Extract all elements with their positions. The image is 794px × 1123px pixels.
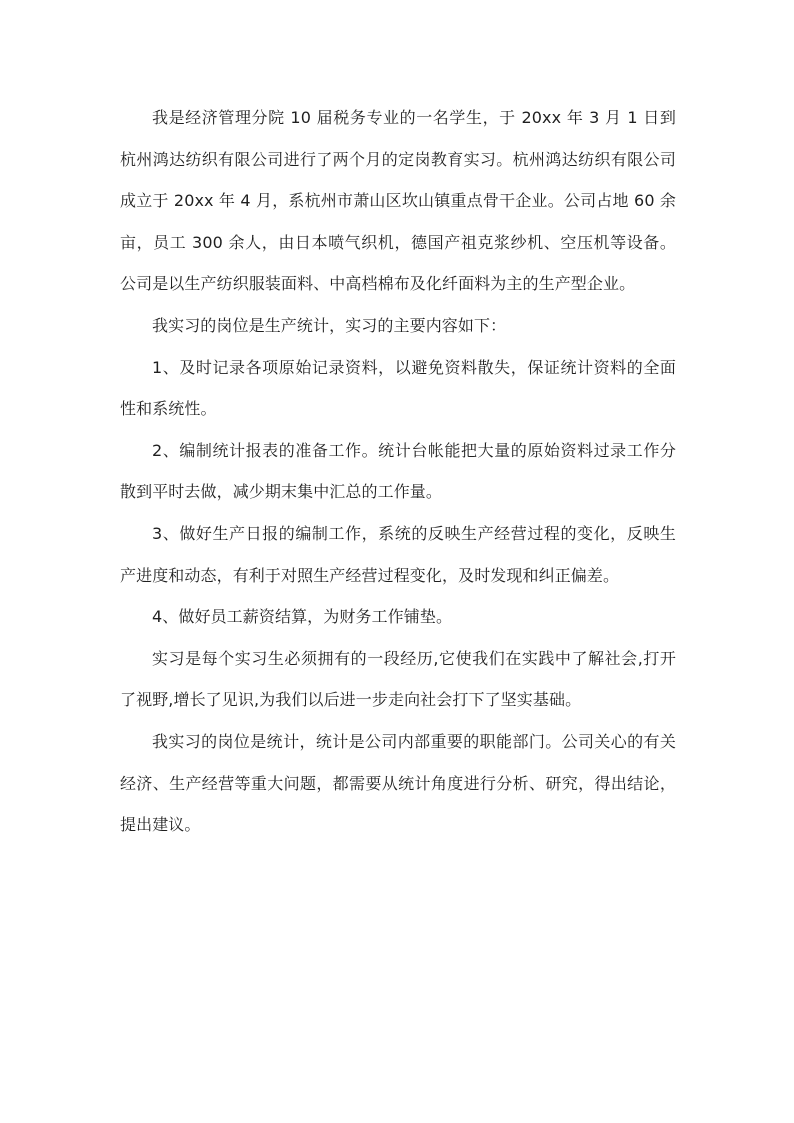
paragraph-internship-reflection: 实习是每个实习生必须拥有的一段经历,它使我们在实践中了解社会,打开了视野,增长了见识,为我们以后进一步走向社会打下了坚实基础。 xyxy=(120,648,676,710)
paragraph-duty-2: 2、编制统计报表的准备工作。统计台帐能把大量的原始资料过录工作分散到平时去做，减少期末集中汇总的工作量。 xyxy=(120,440,676,502)
paragraph-duty-1: 1、及时记录各项原始记录资料，以避免资料散失，保证统计资料的全面性和系统性。 xyxy=(120,357,676,419)
paragraph-duty-4: 4、做好员工薪资结算，为财务工作铺垫。 xyxy=(152,607,453,627)
paragraph-internship-position: 我实习的岗位是生产统计，实习的主要内容如下： xyxy=(152,315,507,335)
paragraph-duty-3: 3、做好生产日报的编制工作，系统的反映生产经营过程的变化，反映生产进度和动态，有利于对照生产经营过程变化，及时发现和纠正偏差。 xyxy=(120,523,676,585)
paragraph-statistics-role: 我实习的岗位是统计，统计是公司内部重要的职能部门。公司关心的有关经济、生产经营等重大问题，都需要从统计角度进行分析、研究，得出结论，提出建议。 xyxy=(120,731,676,835)
paragraph-company-intro: 我是经济管理分院 10 届税务专业的一名学生，于 20xx 年 3 月 1 日到杭州鸿达纺织有限公司进行了两个月的定岗教育实习。杭州鸿达纺织有限公司成立于 20xx 年 4 月，系杭州市萧山区坎山镇重点骨干企业。公司占地 60 余亩，员工 300 余人，由日本喷气织机，德国产祖克浆纱机、空压机等设备。公司是以生产纺织服装面料、中高档棉布及化纤面料为主的生产型企业。 xyxy=(120,108,676,294)
document-body xyxy=(120,97,676,846)
